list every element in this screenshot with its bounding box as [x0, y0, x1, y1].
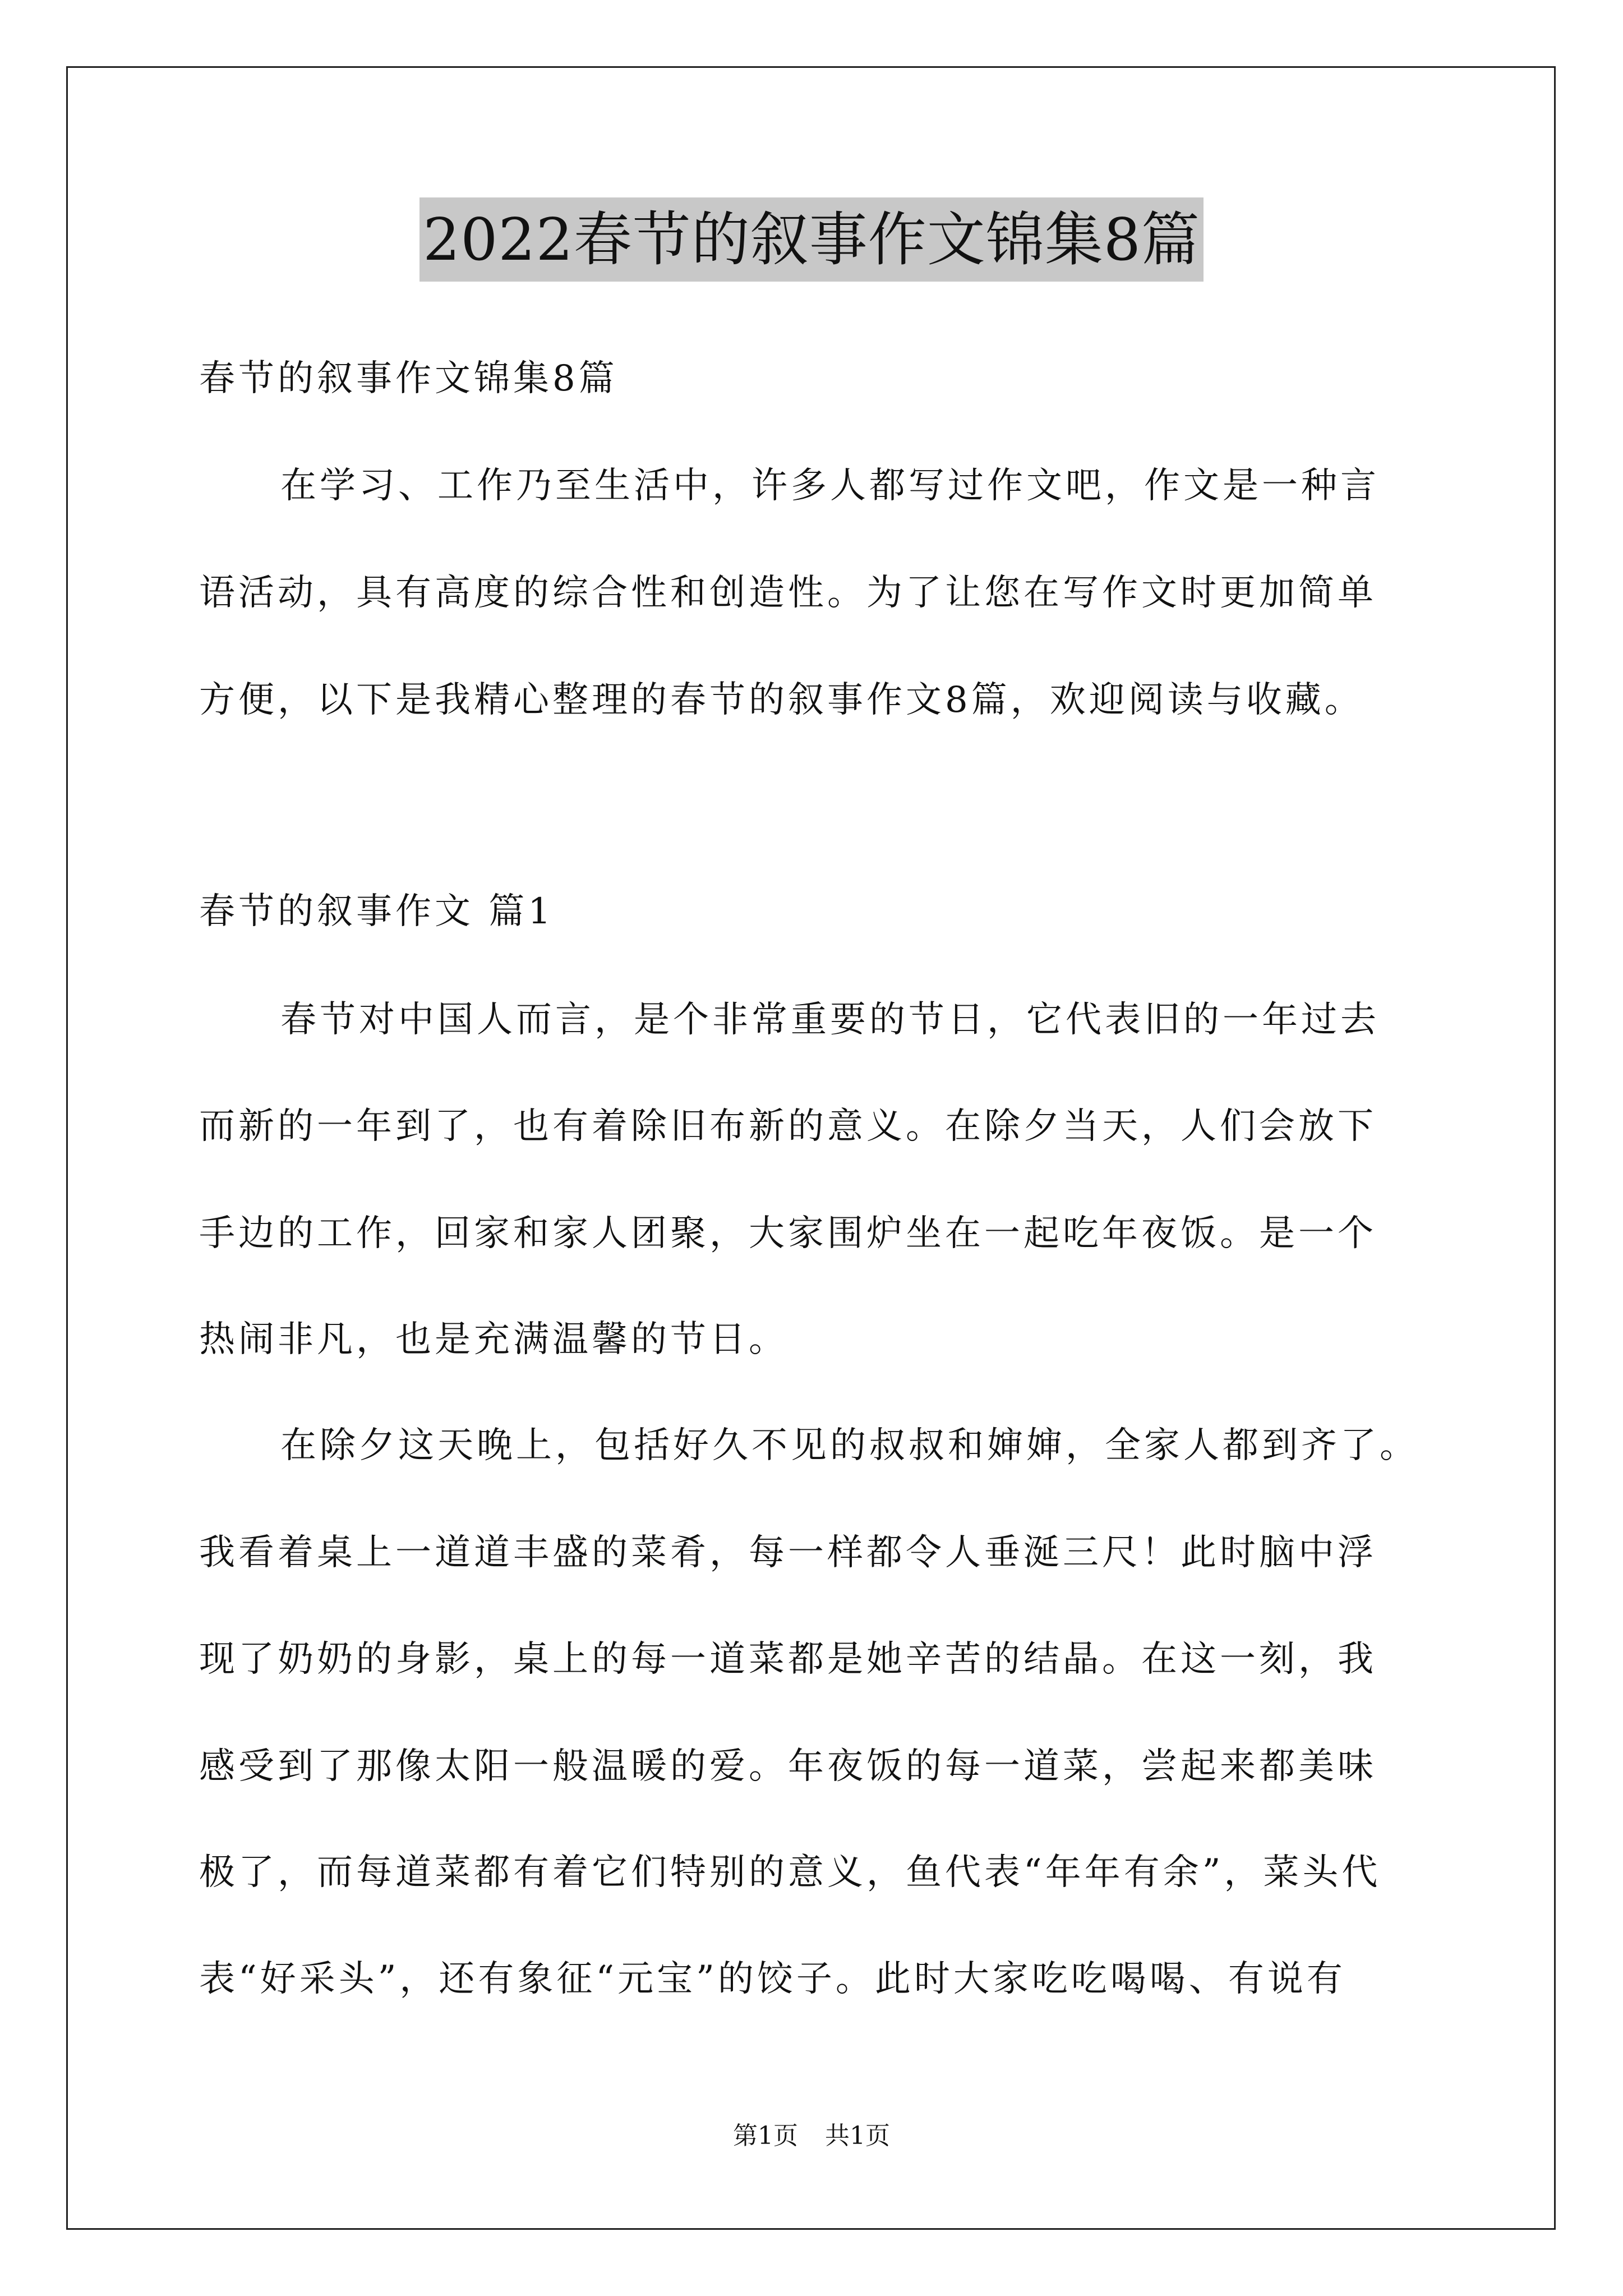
document-title: 2022春节的叙事作文锦集8篇 — [419, 197, 1204, 282]
document-subtitle: 春节的叙事作文锦集8篇 — [199, 358, 618, 399]
intro-line-3: 方便，以下是我精心整理的春节的叙事作文8篇，欢迎阅读与收藏。 — [199, 679, 1364, 721]
page-number: 第1页 — [733, 2122, 798, 2150]
section-heading: 春节的叙事作文 篇1 — [199, 891, 555, 932]
paragraph2-line-6: 表“好采头”，还有象征“元宝”的饺子。此时大家吃吃喝喝、有说有 — [199, 1958, 1346, 2000]
intro-line-1: 在学习、工作乃至生活中，许多人都写过作文吧，作文是一种言 — [280, 465, 1380, 507]
paragraph1-line-3: 手边的工作，回家和家人团聚，大家围炉坐在一起吃年夜饭。是一个 — [199, 1213, 1377, 1254]
paragraph2-line-2: 我看着桌上一道道丰盛的菜肴，每一样都令人垂涎三尺！此时脑中浮 — [199, 1532, 1377, 1573]
paragraph1-line-4: 热闹非凡，也是充满温馨的节日。 — [199, 1319, 788, 1360]
paragraph1-line-2: 而新的一年到了，也有着除旧布新的意义。在除夕当天，人们会放下 — [199, 1106, 1377, 1147]
paragraph2-line-5: 极了，而每道菜都有着它们特别的意义，鱼代表“年年有余”，菜头代 — [199, 1852, 1381, 1893]
intro-line-2: 语活动，具有高度的综合性和创造性。为了让您在写作文时更加简单 — [199, 572, 1377, 614]
paragraph2-line-3: 现了奶奶的身影，桌上的每一道菜都是她辛苦的结晶。在这一刻，我 — [199, 1639, 1377, 1680]
paragraph1-line-1: 春节对中国人而言，是个非常重要的节日，它代表旧的一年过去 — [280, 999, 1380, 1041]
paragraph2-line-1: 在除夕这天晚上，包括好久不见的叔叔和婶婶，全家人都到齐了。 — [280, 1425, 1419, 1466]
page-total: 共1页 — [825, 2122, 890, 2150]
paragraph2-line-4: 感受到了那像太阳一般温暖的爱。年夜饭的每一道菜，尝起来都美味 — [199, 1746, 1377, 1787]
title-container — [0, 197, 1623, 282]
page-footer — [0, 2119, 1623, 2153]
